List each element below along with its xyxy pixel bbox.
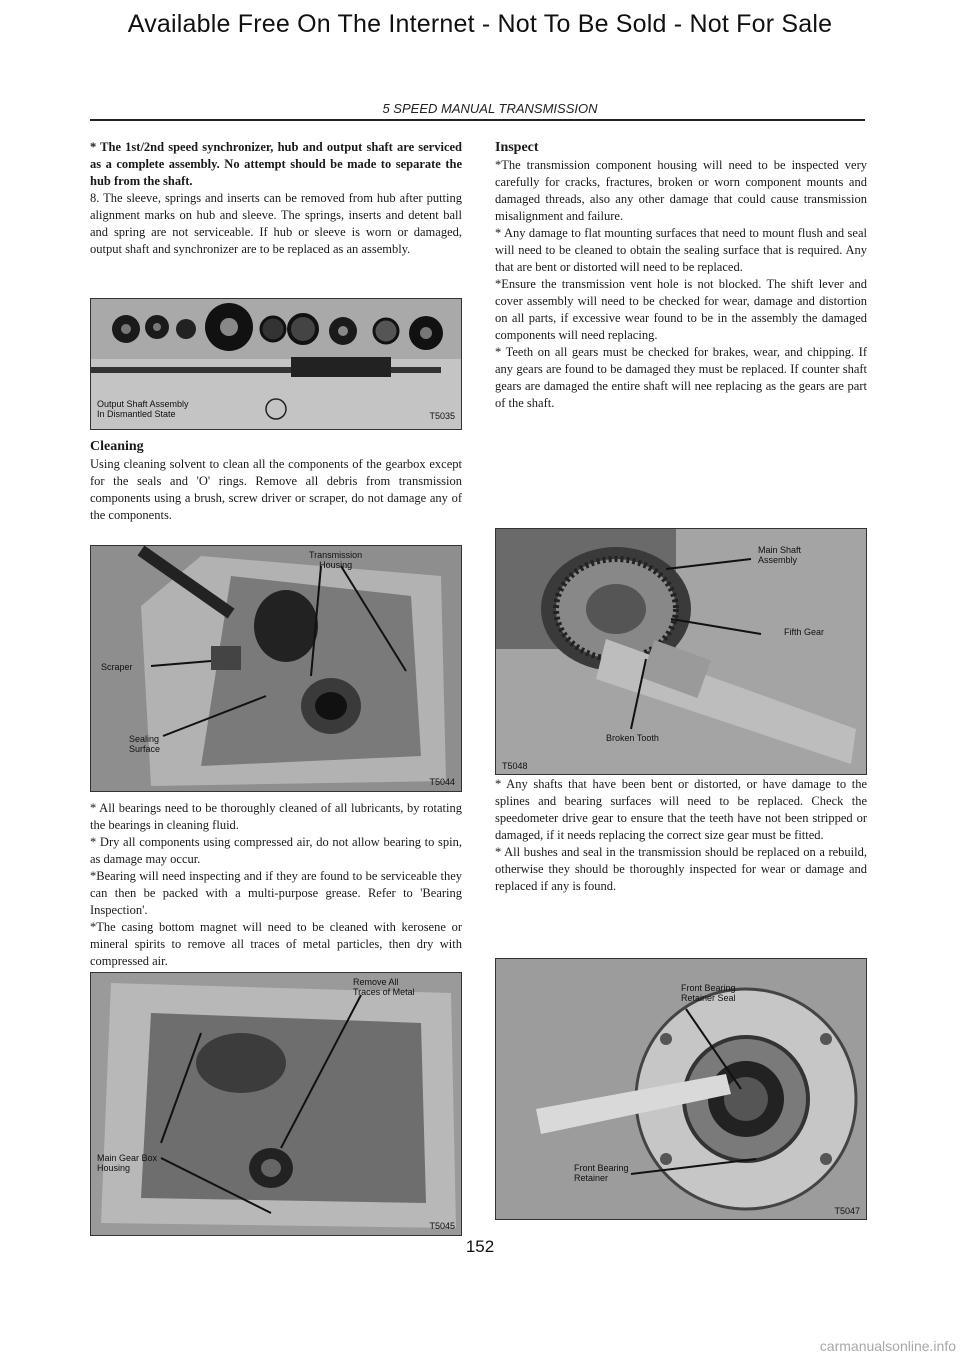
figure-code: T5048 <box>502 761 528 771</box>
step-8-paragraph: 8. The sleeve, springs and inserts can be removed from hub after putting alignment marks on hub and sleeve. The springs, inserts and detent ball and spring are not serviceable. If hub or sleeve is worn or damaged, output shaft and synchronizer are to be replaced as an assembly. <box>90 191 462 256</box>
main-shaft-assembly-label: Main Shaft Assembly <box>758 545 802 565</box>
figure-housing-clean <box>90 545 462 792</box>
shafts-paragraph: * Any shafts that have been bent or distorted, or have damage to the splines and bearing surfaces will need to be replaced. Check the speedometer drive gear to ensure that the teeth have not been stripped or damaged, if it needs replacing the correct size gear must be fitted. <box>495 777 867 842</box>
broken-tooth-label: Broken Tooth <box>606 733 659 743</box>
figure-case-magnet <box>90 972 462 1236</box>
running-head: 5 SPEED MANUAL TRANSMISSION <box>382 101 598 116</box>
cleaning-heading: Cleaning <box>90 439 144 454</box>
figure-code: T5044 <box>429 777 455 787</box>
front-bearing-retainer-label: Front Bearing Retainer <box>574 1163 629 1183</box>
bushes-paragraph: * All bushes and seal in the transmission should be replaced on a rebuild, otherwise they should be thoroughly inspected for wear or damage and replaced if any is found. <box>495 845 867 893</box>
scraper-label: Scraper <box>101 662 133 672</box>
inspect-housing-paragraph: *The transmission component housing will need to be inspected very carefully for cracks, fractures, broken or worn component mounts and damaged threads, also any other damage that could cause transmission misalignment and failure. <box>495 158 867 223</box>
sealing-surface-label: Sealing Surface <box>129 734 161 754</box>
main-gearbox-housing-label: Main Gear Box Housing <box>97 1153 158 1173</box>
housing-label: Transmission Housing <box>309 550 363 570</box>
cleaning-section <box>90 438 462 524</box>
figure-main-shaft <box>495 528 867 775</box>
bearings-inspect-paragraph: *Bearing will need inspecting and if they are found to be serviceable they can then be packed with a multi-purpose grease. Refer to 'Bearing Inspection'. <box>90 869 462 917</box>
main-shaft-photo <box>496 529 866 774</box>
cleaning-paragraph: Using cleaning solvent to clean all the components of the gearbox except for the seals and 'O' rings. Remove all debris from transmission components using a brush, screw driver or scraper, do not damage any of the components. <box>90 457 462 522</box>
left-column-top <box>90 139 462 258</box>
bearings-dry-paragraph: * Dry all components using compressed air, do not allow bearing to spin, as damage may occur. <box>90 835 462 866</box>
shafts-section <box>495 776 867 895</box>
inspect-surfaces-paragraph: * Any damage to flat mounting surfaces that need to mount flush and seal will need to be cleaned to obtain the sealing surface that is required. Any that are bent or distorted will need to be replaced. <box>495 226 867 274</box>
inspect-heading: Inspect <box>495 140 539 155</box>
bearings-clean-paragraph: * All bearings need to be thoroughly cleaned of all lubricants, by rotating the bearings in cleaning fluid. <box>90 801 462 832</box>
bearings-section <box>90 800 462 970</box>
footer-watermark: carmanualsonline.info <box>819 1338 956 1354</box>
header-rule <box>90 119 865 121</box>
page-number: 152 <box>465 1237 495 1256</box>
case-magnet-photo <box>91 973 461 1235</box>
figure-output-shaft <box>90 298 462 430</box>
housing-clean-photo <box>91 546 461 791</box>
inspect-teeth-paragraph: * Teeth on all gears must be checked for brakes, wear, and chipping. If any gears are found to be damaged they must be replaced. If counter shaft gears are damaged the entire shaft will nee replacing as the gears are part of the shaft. <box>495 345 867 410</box>
figure-code: T5045 <box>429 1221 455 1231</box>
figure-code: T5047 <box>834 1206 860 1216</box>
figure-code: T5035 <box>429 411 455 421</box>
figure-front-bearing <box>495 958 867 1220</box>
synchronizer-note: * The 1st/2nd speed synchronizer, hub and output shaft are serviced as a complete assembly. No attempt should be made to separate the hub from the shaft. <box>90 140 462 188</box>
inspect-section <box>495 139 867 412</box>
remove-metal-label: Remove All Traces of Metal <box>353 977 415 997</box>
retainer-seal-label: Front Bearing Retainer Seal <box>681 983 736 1003</box>
magnet-paragraph: *The casing bottom magnet will need to be cleaned with kerosene or mineral spirits to remove all traces of metal particles, then dry with compressed air. <box>90 920 462 968</box>
output-shaft-label: Output Shaft Assembly In Dismantled State <box>97 399 189 419</box>
fifth-gear-label: Fifth Gear <box>784 627 825 637</box>
watermark-banner: Available Free On The Internet - Not To Be Sold - Not For Sale <box>127 10 833 38</box>
inspect-vent-paragraph: *Ensure the transmission vent hole is not blocked. The shift lever and cover assembly will need to be checked for wear, damage and distortion on all parts, if excessive wear found to be in the assembly the damaged components will need replacing. <box>495 277 867 342</box>
